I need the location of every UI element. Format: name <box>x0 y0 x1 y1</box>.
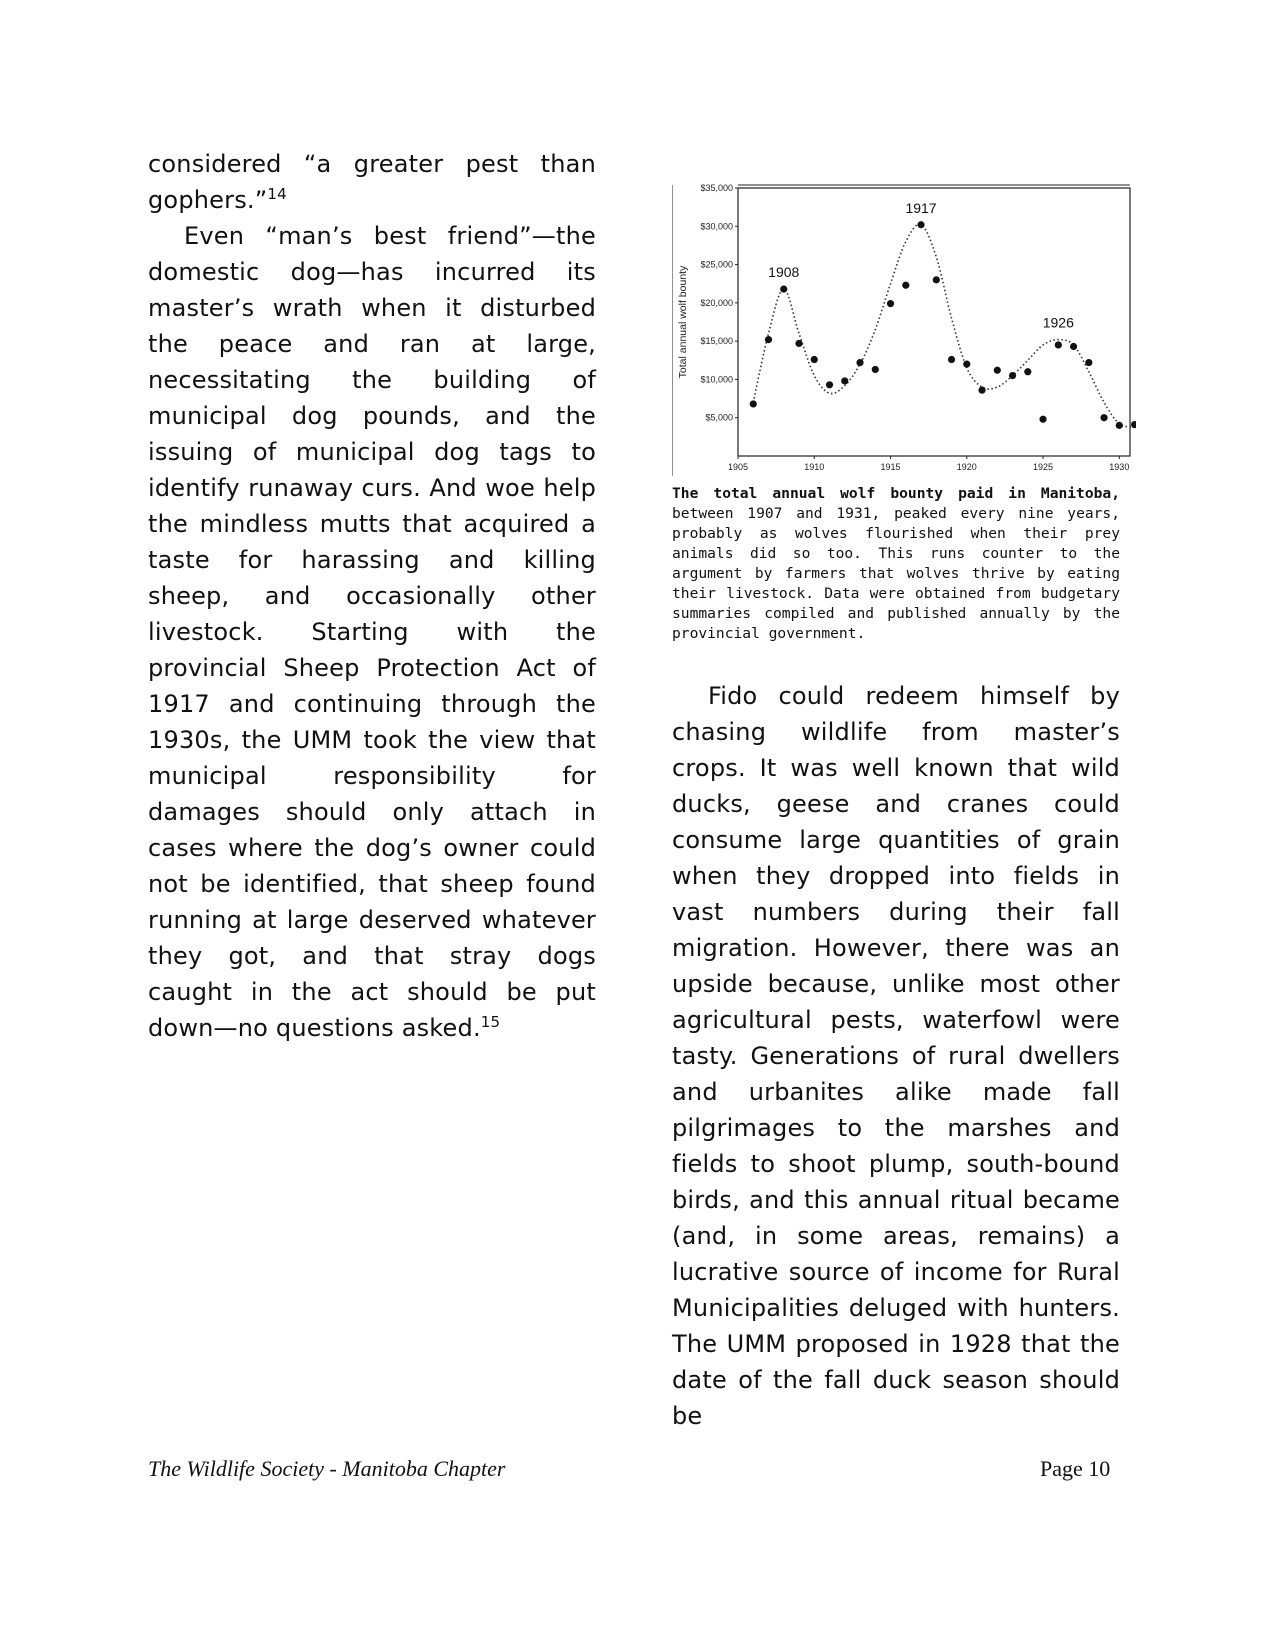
paragraph-text: Fido could redeem himself by chasing wildlife from master’s crops. It was well known that wild ducks, geese and cranes could consume large quantities of grain when they dropped into fields in vast numbers during their fall migration. However, there was an upside because, unlike most other agricultural pests, waterfowl were tasty. Generations of rural dwellers and urbanites alike made fall pilgrimages to the marshes and fields to shoot plump, south-bound birds, and this annual ritual became (and, in some areas, remains) a lucrative source of income for Rural Municipalities deluged with hunters. The UMM proposed in 1928 that the date of the fall duck season should be <box>672 682 1120 1430</box>
data-point <box>795 340 802 347</box>
data-point <box>811 356 818 363</box>
trend-curve <box>753 224 1134 427</box>
wolf-bounty-chart <box>672 184 1136 484</box>
paragraph <box>148 146 596 218</box>
data-point <box>1039 416 1046 423</box>
footnote-ref[interactable]: 14 <box>267 185 287 203</box>
y-tick-label: $10,000 <box>700 374 733 385</box>
data-point <box>1009 372 1016 379</box>
data-point <box>1024 368 1031 375</box>
data-point <box>948 356 955 363</box>
x-tick-label: 1910 <box>804 462 825 472</box>
data-point <box>1116 422 1123 429</box>
x-tick-label: 1930 <box>1109 462 1130 472</box>
y-tick-label: $35,000 <box>700 184 733 193</box>
y-tick-label: $20,000 <box>700 297 733 308</box>
right-column <box>672 678 1120 1434</box>
paragraph-text: considered “a greater pest than gophers.” <box>148 150 596 214</box>
peak-label: 1917 <box>905 199 937 216</box>
data-point <box>750 400 757 407</box>
data-point <box>887 300 894 307</box>
x-tick-label: 1905 <box>727 462 749 472</box>
data-point <box>1100 414 1107 421</box>
y-axis-label: Total annual wolf bounty <box>677 265 689 379</box>
x-tick-label: 1925 <box>1033 462 1054 472</box>
footer-publication: The Wildlife Society - Manitoba Chapter <box>148 1456 506 1481</box>
data-point <box>978 387 985 394</box>
data-point <box>1070 343 1077 350</box>
paragraph-text: Even “man’s best friend”—the domestic dog—has incurred its master’s wrath when it disturbed the peace and ran at large, necessitating the building of municipal dog pounds, and the issuing of municipal dog tags to identify runaway curs. And woe help the mindless mutts that acquired a taste for harassing and killing sheep, and occasionally other livestock. Starting with the provincial Sheep Protection Act of 1917 and continuing through the 1930s, the UMM took the view that municipal responsibility for damages should only attach in cases where the dog’s owner could not be identified, that sheep found running at large deserved whatever they got, and that stray dogs caught in the act should be put down—no questions asked. <box>148 222 596 1042</box>
data-point <box>1055 341 1062 348</box>
data-point <box>902 282 909 289</box>
peak-label: 1908 <box>768 264 800 281</box>
data-point <box>856 359 863 366</box>
y-tick-label: $15,000 <box>700 336 733 347</box>
data-point <box>872 366 879 373</box>
data-point <box>963 361 970 368</box>
footnote-ref[interactable]: 15 <box>480 1013 501 1031</box>
data-point <box>1131 421 1136 428</box>
data-point <box>994 367 1001 374</box>
data-point <box>917 221 924 228</box>
data-point <box>765 336 772 343</box>
data-point <box>826 381 833 388</box>
paragraph <box>148 218 596 1046</box>
caption-text: between 1907 and 1931, peaked every nine years, probably as wolves flourished when their prey animals did so too. This runs counter to the argument by farmers that wolves thrive by eating their livestock. Data were obtained from budgetary summaries compiled and published annually by the provincial government. <box>672 505 1120 642</box>
paragraph <box>672 678 1120 1434</box>
x-tick-label: 1915 <box>880 462 901 472</box>
data-point <box>933 276 940 283</box>
y-tick-label: $5,000 <box>705 412 733 423</box>
peak-label: 1926 <box>1042 314 1074 331</box>
y-tick-label: $30,000 <box>700 221 733 232</box>
data-point <box>841 377 848 384</box>
chart-svg <box>672 184 1136 484</box>
x-tick-label: 1920 <box>956 462 977 472</box>
caption-title: The total annual wolf bounty paid in Manitoba, <box>672 485 1120 502</box>
y-tick-label: $25,000 <box>700 259 733 270</box>
footer-page-number: Page 10 <box>1040 1456 1111 1481</box>
data-point <box>780 285 787 292</box>
figure-caption <box>672 484 1120 644</box>
data-point <box>1085 359 1092 366</box>
left-column <box>148 146 596 1046</box>
